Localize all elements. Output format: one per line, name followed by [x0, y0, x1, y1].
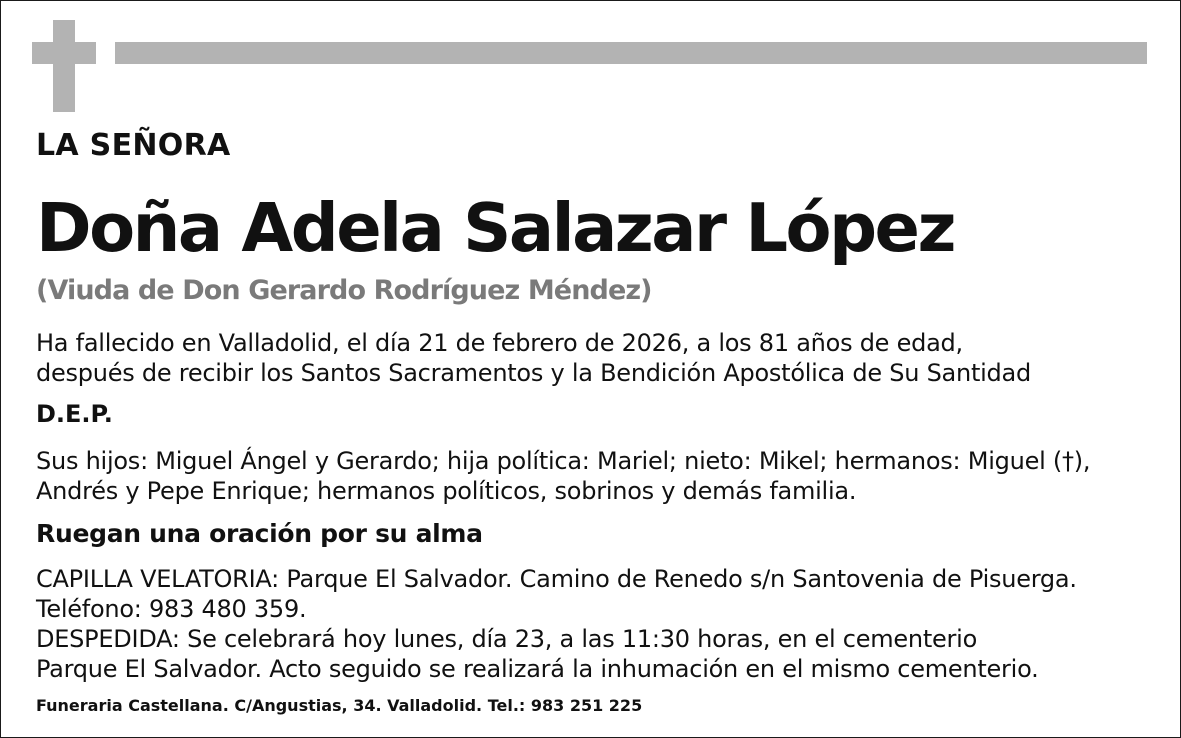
- deceased-name: Doña Adela Salazar López: [36, 189, 954, 267]
- rip-label: D.E.P.: [36, 400, 113, 428]
- death-announcement: [36, 328, 1031, 388]
- family-list: [36, 446, 1090, 506]
- title-prefix: LA SEÑORA: [36, 128, 231, 163]
- death-line: después de recibir los Santos Sacramentos y la Bendición Apostólica de Su Santidad: [36, 359, 1031, 387]
- service-line: DESPEDIDA: Se celebrará hoy lunes, día 23, a las 11:30 horas, en el cementerio: [36, 625, 978, 653]
- service-line: CAPILLA VELATORIA: Parque El Salvador. Camino de Renedo s/n Santovenia de Pisuerga.: [36, 565, 1077, 593]
- family-line: Andrés y Pepe Enrique; hermanos políticos, sobrinos y demás familia.: [36, 477, 857, 505]
- cross-icon-arm: [32, 42, 96, 64]
- death-line: Ha fallecido en Valladolid, el día 21 de febrero de 2026, a los 81 años de edad,: [36, 329, 963, 357]
- family-line: Sus hijos: Miguel Ángel y Gerardo; hija política: Mariel; nieto: Mikel; hermanos: Miguel (†),: [36, 447, 1091, 475]
- header-rule: [115, 42, 1147, 64]
- funeral-home-footer: Funeraria Castellana. C/Angustias, 34. Valladolid. Tel.: 983 251 225: [36, 696, 643, 715]
- cross-icon: [53, 20, 75, 112]
- widow-note: (Viuda de Don Gerardo Rodríguez Méndez): [36, 275, 652, 306]
- service-line: Parque El Salvador. Acto seguido se realizará la inhumación en el mismo cementerio.: [36, 655, 1039, 683]
- prayer-request: Ruegan una oración por su alma: [36, 519, 483, 548]
- service-details: [36, 564, 1077, 684]
- service-line: Teléfono: 983 480 359.: [36, 595, 307, 623]
